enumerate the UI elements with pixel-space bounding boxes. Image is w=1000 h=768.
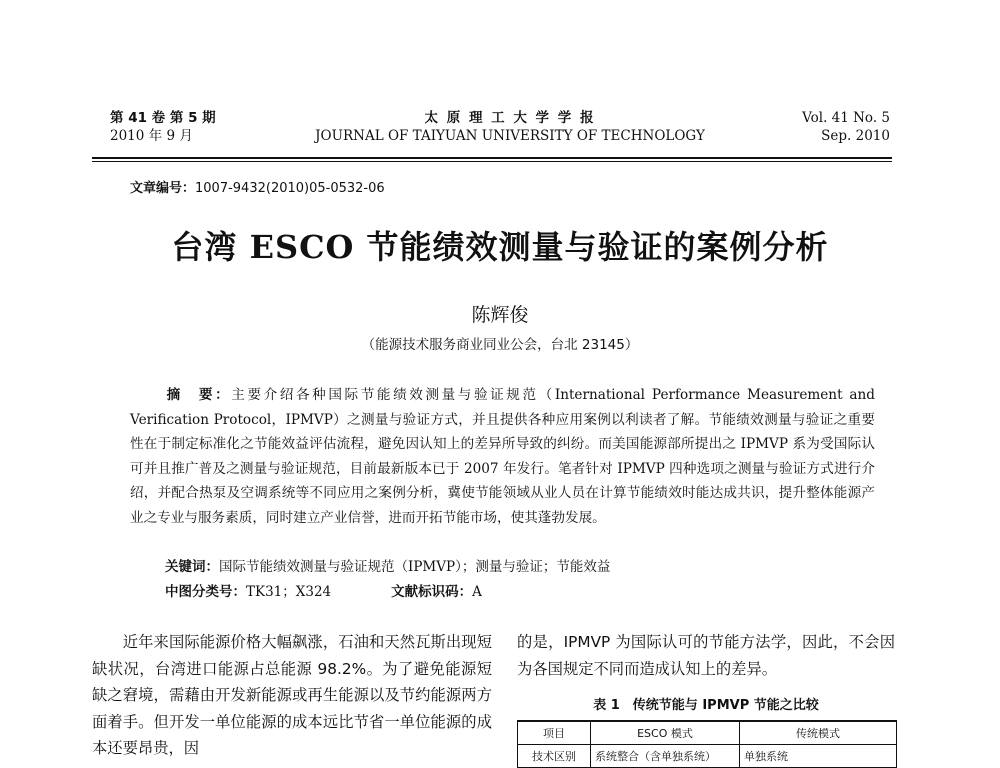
header-rule-thick — [92, 157, 892, 159]
clc-value: TK31；X324 — [246, 584, 332, 600]
table1 — [517, 720, 897, 768]
article-number — [130, 177, 385, 196]
table1-caption: 表 1 传统节能与 IPMVP 节能之比较 — [593, 698, 819, 713]
abstract-text: 主要介绍各种国际节能绩效测量与验证规范（International Performance Measurement and Verification Protocol，IPMVP）之测量与验证方式，并且提供各种应用案例以利读者了解。节能绩效测量与验证之重要性在于制定标准化之节能效益评估流程，避免因认知上的差异所导致的纠纷。而美国能源部所提出之 IPMVP 系为受国际认可并且推广普及之测量与验证规范，目前最新版本已于 2007 年发行。笔者针对 IPMVP 四种选项之测量与验证方式进行介绍，并配合热泵及空调系统等不同应用之案例分析，冀使节能领域从业人员在计算节能绩效时能达成共识，提升整体能源产业之专业与服务素质，同时建立产业信誉，进而开拓节能市场，使其蓬勃发展。 — [130, 387, 875, 526]
table-header-cell: 传统模式 — [740, 721, 897, 745]
doc-code-value: A — [472, 584, 482, 600]
keywords-label: 关键词： — [165, 559, 219, 575]
author-affiliation: （能源技术服务商业同业公会，台北 23145） — [361, 337, 639, 353]
header-rule-thin — [92, 161, 892, 162]
table-cell: 技术区别 — [518, 745, 591, 768]
table-cell: 单独系统 — [740, 745, 897, 768]
journal-date-cn: 2010 年 9 月 — [110, 128, 193, 144]
classification — [165, 580, 482, 600]
paper-title: 台湾 ESCO 节能绩效测量与验证的案例分析 — [171, 228, 829, 266]
clc-label: 中图分类号： — [165, 584, 246, 600]
table-header-cell: 项目 — [518, 721, 591, 745]
journal-volume-en: Vol. 41 No. 5 — [802, 110, 890, 126]
abstract — [130, 383, 875, 531]
doc-code-label: 文献标识码： — [391, 584, 473, 600]
keywords-text: 国际节能绩效测量与验证规范（IPMVP）；测量与验证；节能效益 — [219, 559, 611, 575]
table-row — [518, 745, 897, 768]
table-cell: 系统整合（含单独系统） — [591, 745, 740, 768]
table-header-row — [518, 721, 897, 745]
journal-volume-issue: 第 41 卷 第 5 期 — [110, 110, 216, 126]
journal-name-en: JOURNAL OF TAIYUAN UNIVERSITY OF TECHNOLOGY — [315, 128, 705, 144]
journal-date-en: Sep. 2010 — [821, 128, 890, 144]
body-column-right: 的是，IPMVP 为国际认可的节能方法学，因此，不会因为各国规定不同而造成认知上的差异。 — [517, 633, 895, 678]
abstract-label: 摘 要： — [164, 387, 232, 403]
author-name: 陈辉俊 — [471, 304, 529, 326]
keywords — [165, 555, 610, 575]
article-number-value: 1007-9432(2010)05-0532-06 — [195, 181, 385, 196]
article-number-label: 文章编号： — [130, 181, 196, 196]
table-header-cell: ESCO 模式 — [591, 721, 740, 745]
body-column-left: 近年来国际能源价格大幅飙涨，石油和天然瓦斯出现短缺状况，台湾进口能源占总能源 98.2%。为了避免能源短缺之窘境，需藉由开发新能源或再生能源以及节约能源两方面着手。但开发一单位能源的成本远比节省一单位能源的成本还要昂贵，因 — [92, 633, 492, 757]
journal-name-cn: 太 原 理 工 大 学 学 报 — [424, 110, 596, 126]
